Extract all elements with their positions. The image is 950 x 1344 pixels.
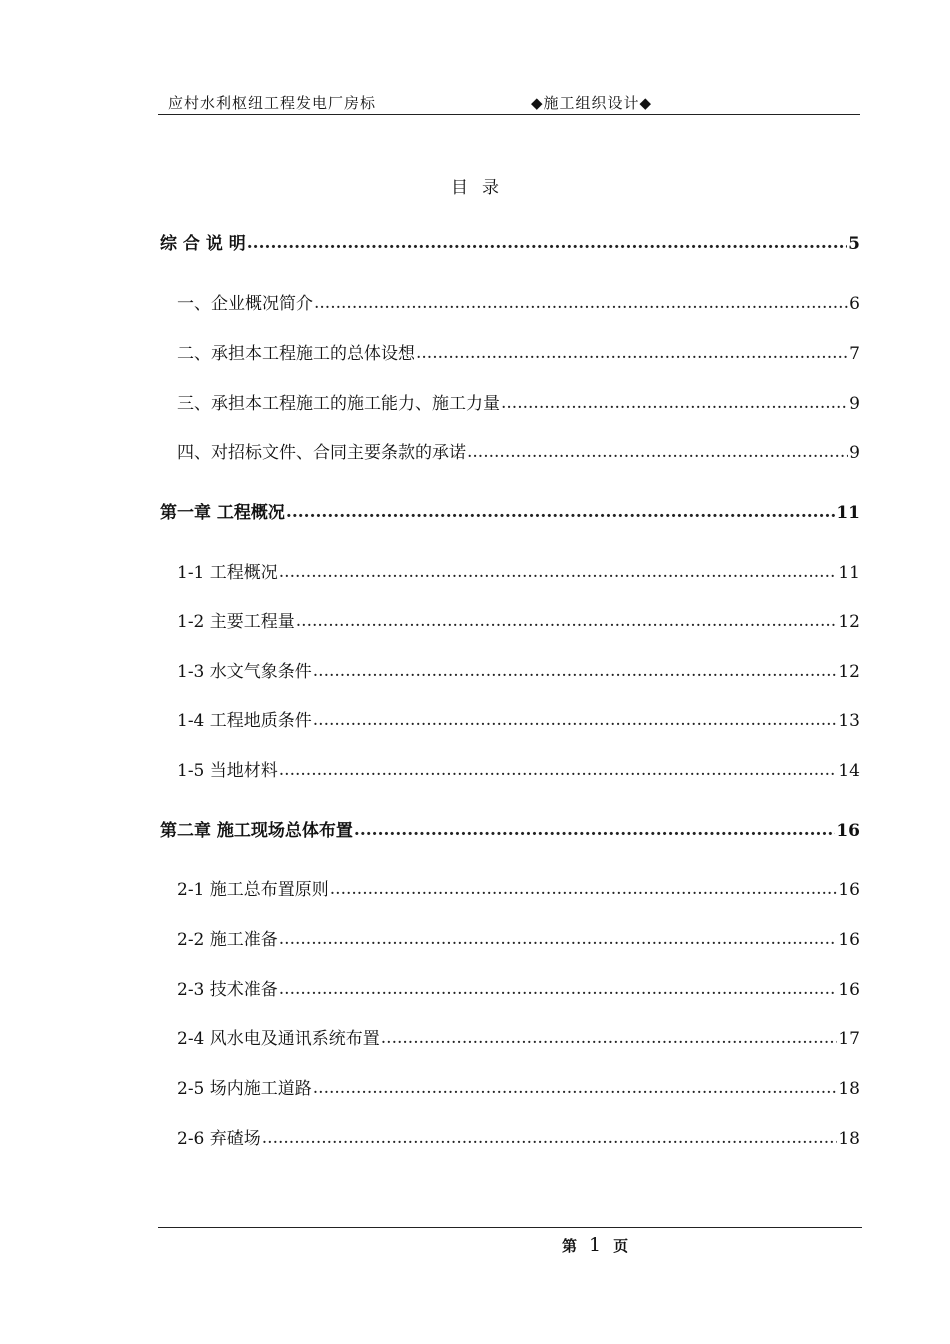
toc-entry-page: 18 <box>838 1079 860 1099</box>
toc-entry-section[interactable] <box>177 338 860 364</box>
toc-leader-dots <box>247 233 847 253</box>
toc-entry-section[interactable] <box>177 705 860 731</box>
toc-entry-chapter-2[interactable] <box>160 815 860 841</box>
toc-entry-section[interactable] <box>177 288 860 314</box>
toc-entry-label: 2-2 施工准备 <box>177 930 278 950</box>
header-project-title: 应村水利枢纽工程发电厂房标 <box>168 94 377 112</box>
toc-entry-page: 12 <box>838 662 860 682</box>
toc-leader-dots <box>381 1028 838 1048</box>
toc-leader-dots <box>467 442 848 462</box>
toc-entry-label: 2-1 施工总布置原则 <box>177 880 329 900</box>
toc-entry-section[interactable] <box>177 606 860 632</box>
page-number: 1 <box>589 1234 602 1256</box>
toc-entry-section[interactable] <box>177 974 860 1000</box>
toc-leader-dots <box>416 343 848 363</box>
toc-entry-section[interactable] <box>177 388 860 414</box>
toc-title: 目录 <box>451 178 513 198</box>
toc-entry-page: 11 <box>838 563 860 583</box>
toc-entry-page: 13 <box>838 711 860 731</box>
toc-entry-page: 14 <box>838 761 860 781</box>
toc-entry-label: 一、企业概况简介 <box>177 294 313 314</box>
toc-entry-general[interactable] <box>160 228 860 254</box>
toc-entry-section[interactable] <box>177 557 860 583</box>
toc-entry-page: 16 <box>838 930 860 950</box>
toc-entry-section[interactable] <box>177 656 860 682</box>
toc-entry-chapter-1[interactable] <box>160 497 860 523</box>
page-prefix: 第 <box>562 1237 578 1255</box>
toc-leader-dots <box>313 661 838 681</box>
toc-entry-label: 三、承担本工程施工的施工能力、施工力量 <box>177 394 500 414</box>
toc-leader-dots <box>314 293 848 313</box>
toc-entry-label: 1-5 当地材料 <box>177 761 278 781</box>
toc-entry-section[interactable] <box>177 755 860 781</box>
toc-entry-page: 7 <box>849 344 860 364</box>
toc-leader-dots <box>279 929 838 949</box>
toc-entry-page: 6 <box>849 294 860 314</box>
toc-entry-label: 1-3 水文气象条件 <box>177 662 312 682</box>
toc-entry-page: 5 <box>848 234 860 254</box>
page-suffix: 页 <box>613 1237 629 1255</box>
toc-entry-label: 二、承担本工程施工的总体设想 <box>177 344 415 364</box>
toc-entry-label: 2-3 技术准备 <box>177 980 278 1000</box>
toc-entry-label: 1-1 工程概况 <box>177 563 278 583</box>
toc-entry-label: 2-6 弃碴场 <box>177 1129 261 1149</box>
toc-entry-label: 第二章 施工现场总体布置 <box>160 821 353 841</box>
toc-entry-page: 9 <box>849 443 860 463</box>
toc-leader-dots <box>286 502 835 522</box>
toc-entry-page: 12 <box>838 612 860 632</box>
toc-entry-label: 1-2 主要工程量 <box>177 612 295 632</box>
toc-leader-dots <box>279 979 838 999</box>
toc-leader-dots <box>330 879 838 899</box>
toc-entry-page: 16 <box>838 880 860 900</box>
toc-entry-page: 9 <box>849 394 860 414</box>
toc-entry-label: 1-4 工程地质条件 <box>177 711 312 731</box>
toc-entry-page: 16 <box>838 980 860 1000</box>
toc-entry-label: 综 合 说 明 <box>160 234 246 254</box>
toc-leader-dots <box>262 1128 838 1148</box>
page-header <box>158 88 860 115</box>
toc-leader-dots <box>313 710 838 730</box>
toc-entry-page: 11 <box>836 503 860 523</box>
page-footer <box>158 1227 862 1256</box>
toc-entry-label: 2-4 风水电及通讯系统布置 <box>177 1029 380 1049</box>
toc-leader-dots <box>354 820 835 840</box>
toc-leader-dots <box>279 562 838 582</box>
page-number-label <box>562 1234 628 1256</box>
header-document-type: ◆施工组织设计◆ <box>531 94 653 112</box>
toc-entry-page: 18 <box>838 1129 860 1149</box>
toc-entry-label: 四、对招标文件、合同主要条款的承诺 <box>177 443 466 463</box>
toc-leader-dots <box>296 611 838 631</box>
toc-entry-page: 17 <box>838 1029 860 1049</box>
toc-entry-section[interactable] <box>177 874 860 900</box>
toc-entry-page: 16 <box>836 821 860 841</box>
toc-leader-dots <box>501 393 848 413</box>
toc-leader-dots <box>313 1078 838 1098</box>
toc-entry-section[interactable] <box>177 924 860 950</box>
toc-leader-dots <box>279 760 838 780</box>
toc-entry-label: 第一章 工程概况 <box>160 503 285 523</box>
toc-entry-section[interactable] <box>177 1073 860 1099</box>
toc-entry-section[interactable] <box>177 437 860 463</box>
toc-entry-label: 2-5 场内施工道路 <box>177 1079 312 1099</box>
toc-entry-section[interactable] <box>177 1123 860 1149</box>
toc-entry-section[interactable] <box>177 1023 860 1049</box>
